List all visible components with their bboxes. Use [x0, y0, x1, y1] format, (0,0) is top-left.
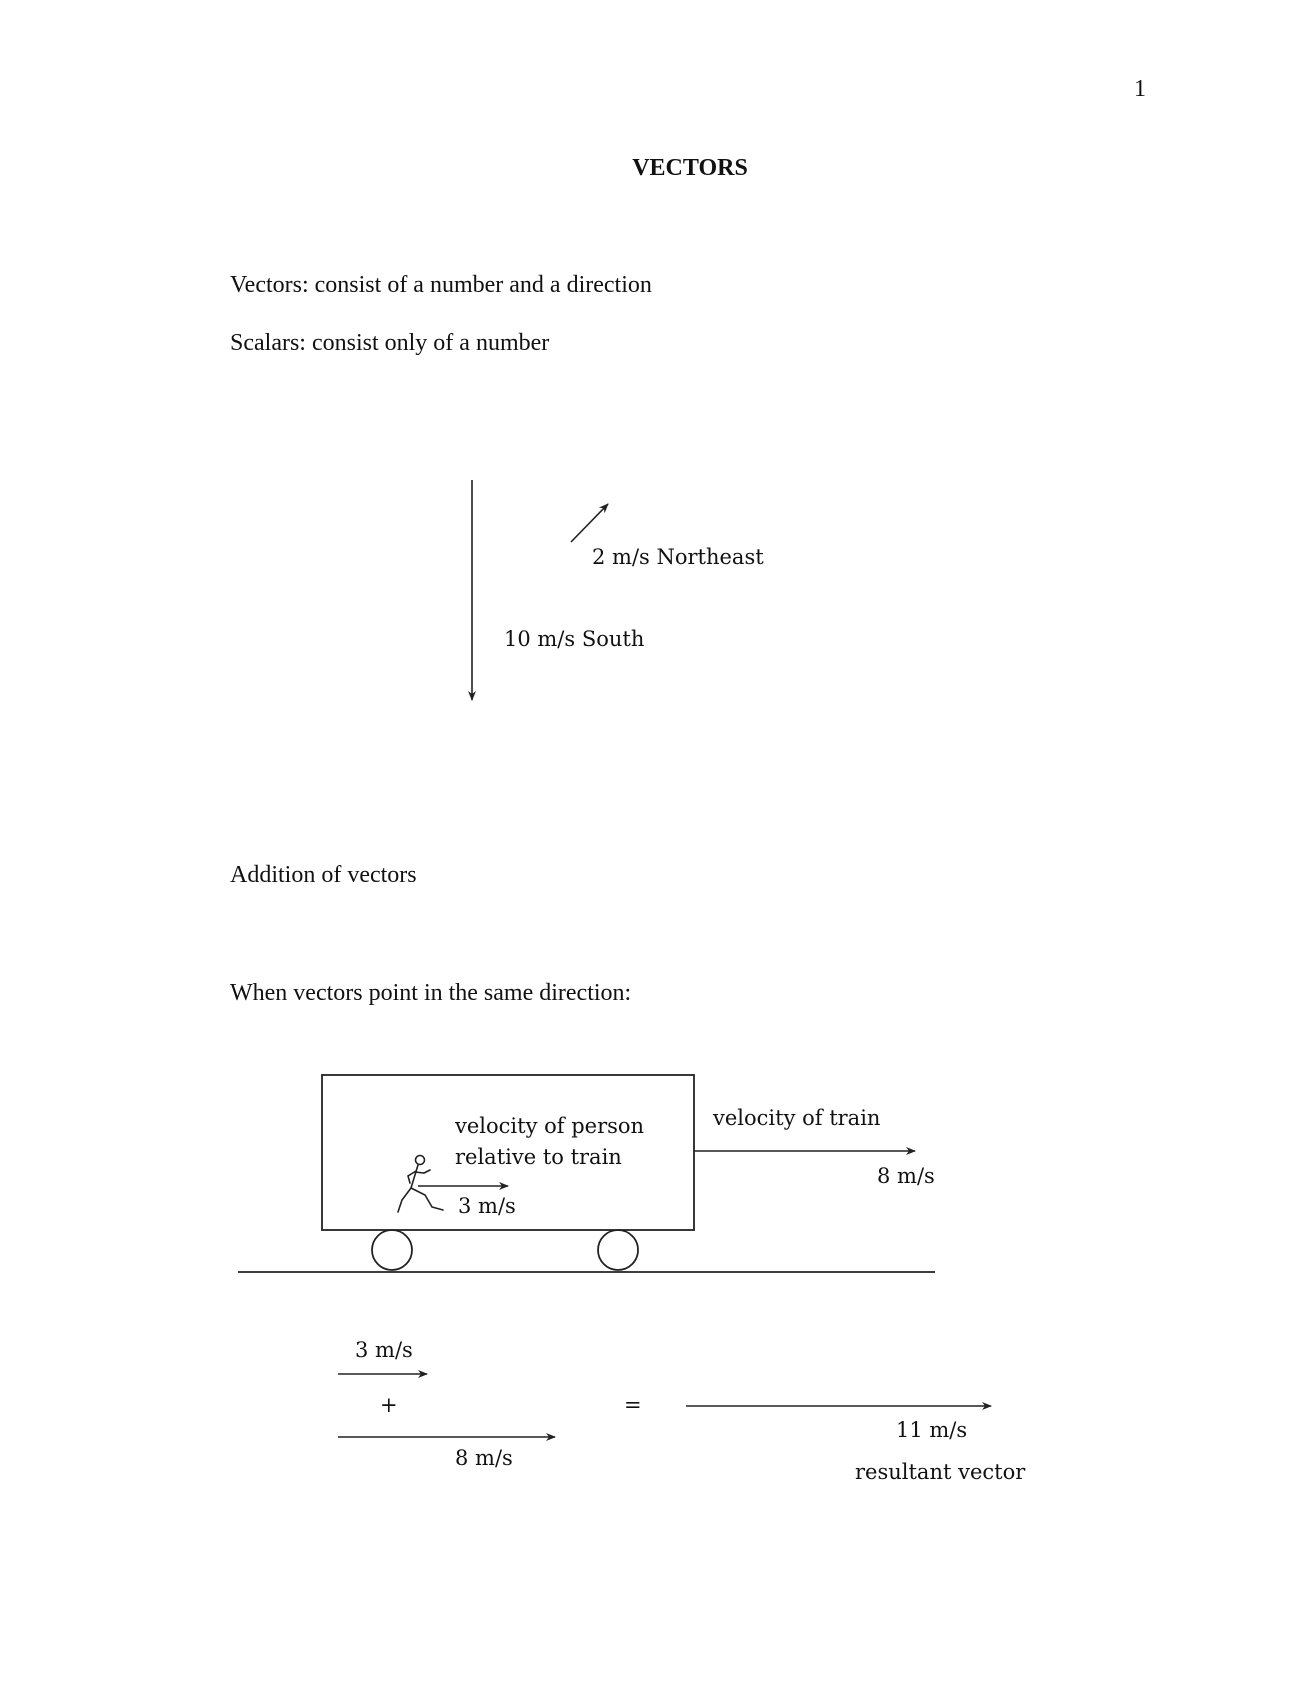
equals-sign: =: [624, 1393, 642, 1417]
same-direction-text: When vectors point in the same direction:: [230, 980, 632, 1006]
train-wheel-left: [372, 1230, 412, 1270]
vector-b-label: 8 m/s: [455, 1446, 513, 1470]
page-title: VECTORS: [632, 155, 748, 181]
person-velocity-label-line1: velocity of person: [455, 1114, 645, 1138]
train-velocity-label: velocity of train: [713, 1106, 881, 1130]
train-wheel-right: [598, 1230, 638, 1270]
northeast-vector-arrow: [571, 504, 608, 542]
running-person-figure: [398, 1156, 443, 1213]
train-speed-label: 8 m/s: [877, 1164, 935, 1188]
addition-heading: Addition of vectors: [230, 862, 417, 888]
person-speed-label: 3 m/s: [458, 1194, 516, 1218]
south-vector-label: 10 m/s South: [504, 627, 645, 651]
resultant-speed-label: 11 m/s: [896, 1418, 968, 1442]
vectors-definition: Vectors: consist of a number and a direction: [230, 272, 652, 298]
vector-a-label: 3 m/s: [355, 1338, 413, 1362]
northeast-vector-label: 2 m/s Northeast: [592, 545, 764, 569]
person-velocity-label-line2: relative to train: [455, 1145, 622, 1169]
resultant-vector-label: resultant vector: [855, 1460, 1026, 1484]
scalars-definition: Scalars: consist only of a number: [230, 330, 550, 356]
page-number: 1: [1134, 76, 1146, 102]
plus-sign: +: [380, 1393, 398, 1417]
